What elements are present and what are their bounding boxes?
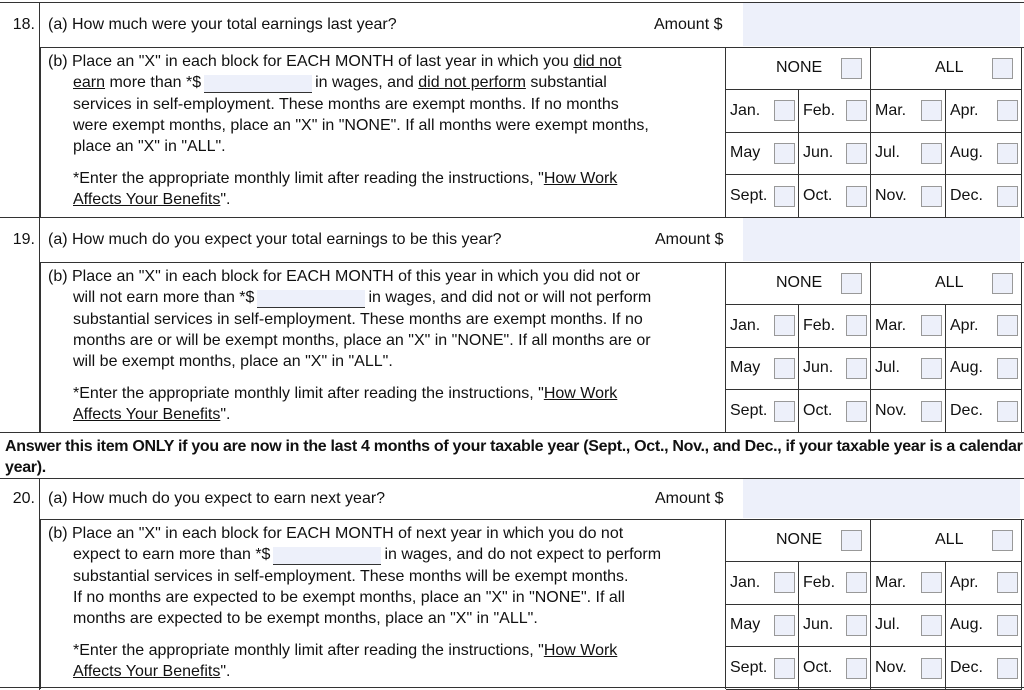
text-line bbox=[73, 661, 230, 682]
none-label: NONE bbox=[776, 59, 823, 77]
underlined-text: earn bbox=[73, 74, 106, 92]
none-label: NONE bbox=[776, 531, 823, 549]
month-label: Aug. bbox=[950, 359, 983, 377]
month-checkbox[interactable] bbox=[997, 186, 1018, 207]
month-cell-jun bbox=[799, 348, 871, 391]
text: will be exempt months, place an "X" in "ALL". bbox=[73, 353, 393, 371]
month-checkbox[interactable] bbox=[921, 143, 942, 164]
month-checkbox[interactable] bbox=[921, 572, 942, 593]
question-number: 20. bbox=[0, 479, 40, 690]
text: in wages, and did not or will not perform bbox=[368, 289, 652, 307]
monthly-limit-field[interactable] bbox=[204, 75, 312, 93]
month-checkbox[interactable] bbox=[921, 401, 942, 422]
month-checkbox[interactable] bbox=[846, 401, 867, 422]
all-label: ALL bbox=[935, 531, 964, 549]
month-cell-may bbox=[726, 605, 799, 648]
month-cell-dec bbox=[946, 390, 1022, 433]
none-cell bbox=[726, 48, 871, 90]
month-label: Jul. bbox=[875, 359, 900, 377]
month-label: Nov. bbox=[875, 187, 907, 205]
month-cell-mar bbox=[871, 305, 946, 348]
month-cell-aug bbox=[946, 605, 1022, 648]
month-label: Sept. bbox=[730, 187, 768, 205]
question-19-a bbox=[0, 217, 1024, 262]
monthly-limit-field[interactable] bbox=[257, 290, 365, 308]
all-cell bbox=[871, 263, 1022, 305]
month-checkbox[interactable] bbox=[846, 615, 867, 636]
month-cell-mar bbox=[871, 90, 946, 133]
month-cell-mar bbox=[871, 562, 946, 605]
month-checkbox-grid bbox=[725, 263, 1024, 432]
month-label: Jun. bbox=[803, 359, 834, 377]
month-cell-feb bbox=[799, 90, 871, 133]
month-cell-dec bbox=[946, 175, 1022, 218]
month-checkbox[interactable] bbox=[774, 615, 795, 636]
question-number: 18. bbox=[0, 3, 40, 218]
underlined-text: Affects Your Benefits bbox=[73, 406, 221, 423]
month-cell-apr bbox=[946, 90, 1022, 133]
item-20-instruction: Answer this item ONLY if you are now in the last 4 months of your taxable year (Sept., Oct., Nov., and Dec., if your taxable year is a calendar year). bbox=[0, 432, 1024, 478]
underlined-text: did not perform bbox=[418, 74, 526, 92]
text: (b) Place an "X" in each block for EACH MONTH of next year in which you do not bbox=[48, 525, 624, 542]
all-label: ALL bbox=[935, 59, 964, 77]
text-line bbox=[73, 309, 643, 330]
text: place an "X" in "ALL". bbox=[73, 138, 226, 156]
question-a-text: (a) How much were your total earnings last year? bbox=[48, 15, 397, 33]
month-cell-jan bbox=[726, 305, 799, 348]
text-line bbox=[73, 544, 661, 565]
month-cell-jan bbox=[726, 562, 799, 605]
text: will not earn more than *$ bbox=[73, 289, 255, 307]
month-label: Apr. bbox=[950, 101, 979, 119]
amount-label: Amount $ bbox=[655, 230, 724, 248]
none-cell bbox=[726, 520, 871, 562]
month-checkbox[interactable] bbox=[774, 186, 795, 207]
amount-label: Amount $ bbox=[655, 489, 724, 507]
text-line bbox=[73, 189, 230, 210]
month-label: Jul. bbox=[875, 616, 900, 634]
month-label: Feb. bbox=[803, 316, 836, 334]
month-label: Apr. bbox=[950, 316, 979, 334]
text-line bbox=[73, 72, 607, 93]
text-line bbox=[48, 51, 621, 72]
month-cell-oct bbox=[799, 175, 871, 218]
month-checkbox[interactable] bbox=[846, 658, 867, 679]
month-label: Mar. bbox=[875, 101, 907, 119]
monthly-limit-field[interactable] bbox=[273, 547, 381, 565]
month-checkbox[interactable] bbox=[997, 658, 1018, 679]
underlined-text: How Work bbox=[543, 385, 618, 402]
text: ". bbox=[220, 191, 231, 208]
month-cell-feb bbox=[799, 562, 871, 605]
month-label: Dec. bbox=[950, 402, 983, 420]
month-checkbox[interactable] bbox=[774, 315, 795, 336]
underlined-text: How Work bbox=[543, 642, 618, 659]
text-line bbox=[73, 115, 649, 136]
text: in wages, and do not expect to perform bbox=[384, 546, 662, 564]
month-checkbox[interactable] bbox=[846, 572, 867, 593]
amount-input[interactable] bbox=[743, 3, 1020, 46]
month-checkbox[interactable] bbox=[921, 358, 942, 379]
all-checkbox[interactable] bbox=[992, 58, 1013, 79]
text-line bbox=[48, 266, 640, 287]
text: substantial services in self-employment. These months are exempt months. If no bbox=[73, 310, 643, 328]
text-line bbox=[48, 523, 623, 544]
month-checkbox[interactable] bbox=[774, 572, 795, 593]
amount-input[interactable] bbox=[743, 218, 1020, 261]
month-checkbox[interactable] bbox=[846, 100, 867, 121]
month-checkbox[interactable] bbox=[846, 315, 867, 336]
month-checkbox-grid bbox=[725, 520, 1024, 689]
text: months are or will be exempt months, place an "X" in "NONE". If all months are or bbox=[73, 331, 651, 349]
month-label: Aug. bbox=[950, 616, 983, 634]
text: ". bbox=[220, 663, 231, 680]
month-label: Apr. bbox=[950, 573, 979, 591]
none-checkbox[interactable] bbox=[841, 273, 862, 294]
month-cell-jul bbox=[871, 133, 946, 176]
month-checkbox[interactable] bbox=[774, 658, 795, 679]
none-label: NONE bbox=[776, 274, 823, 292]
month-checkbox[interactable] bbox=[997, 401, 1018, 422]
month-cell-jul bbox=[871, 348, 946, 391]
text: expect to earn more than *$ bbox=[73, 546, 271, 564]
question-18-b bbox=[40, 47, 1024, 217]
text-line bbox=[73, 640, 617, 661]
month-checkbox[interactable] bbox=[997, 315, 1018, 336]
month-label: Jan. bbox=[730, 316, 761, 334]
text-line bbox=[73, 608, 538, 629]
month-cell-apr bbox=[946, 562, 1022, 605]
underlined-text: Affects Your Benefits bbox=[73, 663, 221, 680]
month-checkbox[interactable] bbox=[846, 143, 867, 164]
question-number: 19. bbox=[0, 218, 40, 433]
month-cell-nov bbox=[871, 390, 946, 433]
month-checkbox[interactable] bbox=[997, 143, 1018, 164]
month-cell-sept bbox=[726, 390, 799, 433]
month-checkbox[interactable] bbox=[997, 615, 1018, 636]
month-checkbox[interactable] bbox=[997, 358, 1018, 379]
bottom-border bbox=[0, 687, 1024, 688]
text: months are expected to be exempt months, place an "X" in "ALL". bbox=[73, 610, 538, 628]
text: ". bbox=[220, 406, 231, 423]
month-checkbox[interactable] bbox=[921, 658, 942, 679]
text-line bbox=[73, 587, 625, 608]
question-20-a bbox=[0, 478, 1024, 519]
month-checkbox[interactable] bbox=[997, 572, 1018, 593]
text: *Enter the appropriate monthly limit after reading the instructions, " bbox=[73, 170, 544, 187]
month-cell-feb bbox=[799, 305, 871, 348]
month-label: Jun. bbox=[803, 616, 834, 634]
text-line bbox=[73, 383, 617, 404]
month-label: May bbox=[730, 616, 761, 634]
text: *Enter the appropriate monthly limit after reading the instructions, " bbox=[73, 385, 544, 402]
month-cell-aug bbox=[946, 133, 1022, 176]
question-20-b bbox=[40, 519, 1024, 689]
none-cell bbox=[726, 263, 871, 305]
all-cell bbox=[871, 48, 1022, 90]
text-line bbox=[73, 330, 651, 351]
month-cell-may bbox=[726, 348, 799, 391]
question-19-b bbox=[40, 262, 1024, 432]
month-label: Mar. bbox=[875, 316, 907, 334]
month-checkbox[interactable] bbox=[921, 615, 942, 636]
month-checkbox[interactable] bbox=[774, 143, 795, 164]
month-checkbox[interactable] bbox=[774, 401, 795, 422]
text: substantial services in self-employment. These months will be exempt months. bbox=[73, 567, 629, 585]
month-label: Sept. bbox=[730, 402, 768, 420]
month-cell-jul bbox=[871, 605, 946, 648]
month-cell-jan bbox=[726, 90, 799, 133]
month-checkbox-grid bbox=[725, 48, 1024, 217]
all-checkbox[interactable] bbox=[992, 530, 1013, 551]
month-label: May bbox=[730, 359, 761, 377]
question-a-text: (a) How much do you expect your total earnings to be this year? bbox=[48, 230, 502, 248]
text-line bbox=[73, 168, 617, 189]
month-cell-oct bbox=[799, 647, 871, 690]
month-label: Feb. bbox=[803, 101, 836, 119]
month-cell-jun bbox=[799, 605, 871, 648]
month-label: Nov. bbox=[875, 659, 907, 677]
month-checkbox[interactable] bbox=[846, 186, 867, 207]
text: If no months are expected to be exempt months, place an "X" in "NONE". If all bbox=[73, 588, 625, 606]
month-checkbox[interactable] bbox=[997, 100, 1018, 121]
amount-input[interactable] bbox=[743, 479, 1020, 518]
text: substantial bbox=[525, 74, 607, 92]
month-cell-sept bbox=[726, 647, 799, 690]
month-label: Jan. bbox=[730, 101, 761, 119]
month-cell-may bbox=[726, 133, 799, 176]
month-label: Mar. bbox=[875, 573, 907, 591]
text: in wages, and bbox=[315, 74, 419, 92]
month-label: Nov. bbox=[875, 402, 907, 420]
text-line bbox=[73, 136, 226, 157]
none-checkbox[interactable] bbox=[841, 58, 862, 79]
month-cell-nov bbox=[871, 647, 946, 690]
month-label: Oct. bbox=[803, 187, 833, 205]
month-checkbox[interactable] bbox=[774, 100, 795, 121]
text-line bbox=[73, 351, 393, 372]
month-checkbox[interactable] bbox=[774, 358, 795, 379]
month-cell-jun bbox=[799, 133, 871, 176]
question-a-text: (a) How much do you expect to earn next year? bbox=[48, 489, 386, 507]
month-label: Jul. bbox=[875, 144, 900, 162]
amount-label: Amount $ bbox=[654, 15, 723, 33]
text-line bbox=[73, 566, 629, 587]
month-cell-aug bbox=[946, 348, 1022, 391]
month-cell-apr bbox=[946, 305, 1022, 348]
month-cell-sept bbox=[726, 175, 799, 218]
month-cell-nov bbox=[871, 175, 946, 218]
month-checkbox[interactable] bbox=[921, 186, 942, 207]
month-label: Sept. bbox=[730, 659, 768, 677]
text: were exempt months, place an "X" in "NONE". If all months were exempt months, bbox=[73, 116, 649, 134]
text: (b) Place an "X" in each block for EACH MONTH of this year in which you did not or bbox=[48, 268, 641, 285]
month-checkbox[interactable] bbox=[921, 315, 942, 336]
all-cell bbox=[871, 520, 1022, 562]
text-line bbox=[73, 94, 619, 115]
month-label: Jun. bbox=[803, 144, 834, 162]
question-18-a bbox=[0, 2, 1024, 47]
text: more than *$ bbox=[105, 74, 202, 92]
month-label: Oct. bbox=[803, 402, 833, 420]
underlined-text: Affects Your Benefits bbox=[73, 191, 221, 208]
month-cell-dec bbox=[946, 647, 1022, 690]
underlined-text: did not bbox=[573, 53, 622, 70]
month-label: Jan. bbox=[730, 573, 761, 591]
none-checkbox[interactable] bbox=[841, 530, 862, 551]
month-checkbox[interactable] bbox=[921, 100, 942, 121]
text: *Enter the appropriate monthly limit after reading the instructions, " bbox=[73, 642, 544, 659]
month-label: Oct. bbox=[803, 659, 833, 677]
month-cell-oct bbox=[799, 390, 871, 433]
all-label: ALL bbox=[935, 274, 964, 292]
underlined-text: How Work bbox=[543, 170, 618, 187]
text: (b) Place an "X" in each block for EACH MONTH of last year in which you bbox=[48, 53, 574, 70]
month-label: Aug. bbox=[950, 144, 983, 162]
text: services in self-employment. These months are exempt months. If no months bbox=[73, 95, 619, 113]
month-label: May bbox=[730, 144, 761, 162]
text-line bbox=[73, 287, 651, 308]
month-label: Dec. bbox=[950, 659, 983, 677]
month-checkbox[interactable] bbox=[846, 358, 867, 379]
month-label: Dec. bbox=[950, 187, 983, 205]
all-checkbox[interactable] bbox=[992, 273, 1013, 294]
month-label: Feb. bbox=[803, 573, 836, 591]
text-line bbox=[73, 404, 230, 425]
